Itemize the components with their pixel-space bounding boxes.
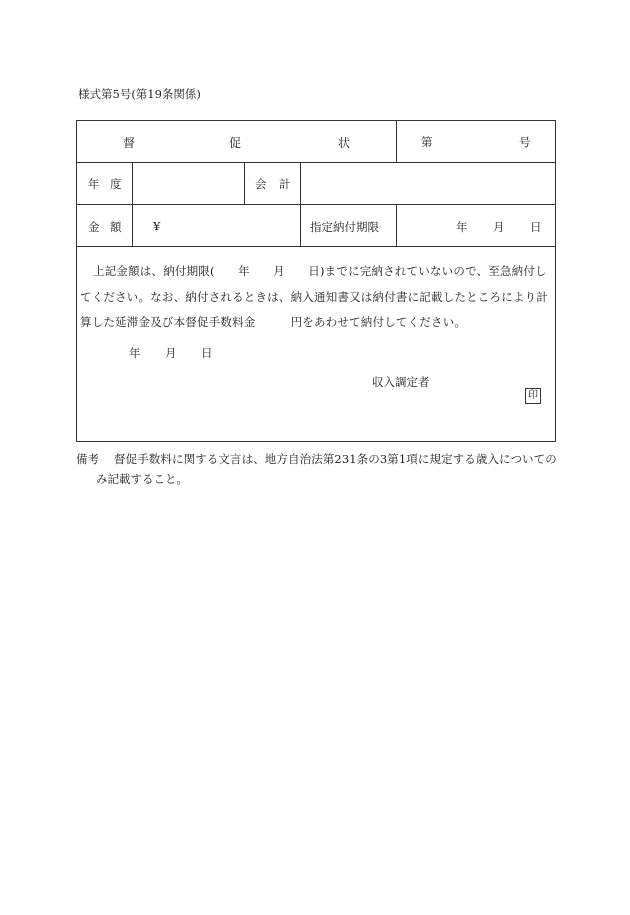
title-number-divider [396, 120, 397, 162]
table-divider-3 [76, 246, 556, 247]
table-border-left [76, 120, 77, 442]
nendo-label-2: 度 [110, 177, 122, 191]
seal-box: 印 [525, 388, 541, 404]
number-suffix: 号 [519, 135, 531, 149]
middle-column-divider [300, 162, 301, 246]
title-char-jou: 状 [338, 136, 351, 150]
title-char-soku: 促 [229, 136, 242, 150]
table-border-bottom [76, 441, 556, 442]
kaikei-label-1: 会 [255, 177, 267, 191]
deadline-month: 月 [493, 220, 505, 234]
nendo-label-1: 年 [88, 177, 100, 191]
table-border-right [555, 120, 556, 442]
body-text-line-1: 上記金額は、納付期限( 年 月 日)までに完納されていないので、至急納付し [93, 264, 547, 278]
remarks-text-line-2: み記載すること。 [96, 472, 188, 486]
title-char-toku: 督 [123, 136, 136, 150]
yen-sign: ¥ [153, 219, 161, 233]
deadline-day: 日 [530, 220, 542, 234]
demand-notice-form [76, 120, 556, 442]
table-border-top [76, 120, 556, 121]
table-divider-1 [76, 162, 556, 163]
deadline-value-divider [396, 204, 397, 246]
number-prefix: 第 [421, 135, 433, 149]
body-text-line-3: 算した延滞金及び本督促手数料金 円をあわせて納付してください。 [80, 315, 467, 329]
remarks-label: 備考 [76, 452, 99, 466]
remarks-text-line-1: 督促手数料に関する文言は、地方自治法第231条の3第1項に規定する歳入についての [114, 452, 557, 466]
label-column-divider [132, 162, 133, 246]
form-number-label: 様式第5号(第19条関係) [78, 87, 201, 101]
kingaku-label-1: 金 [88, 220, 100, 234]
issue-date-month: 月 [165, 346, 177, 360]
kaikei-label-2: 計 [279, 177, 291, 191]
body-text-line-2: てください。なお、納付されるときは、納入通知書又は納付書に記載したところにより計 [80, 290, 548, 304]
issue-date-day: 日 [201, 346, 213, 360]
kingaku-label-2: 額 [110, 220, 122, 234]
official-title: 収入調定者 [372, 375, 430, 389]
deadline-year: 年 [456, 220, 468, 234]
issue-date-year: 年 [129, 346, 141, 360]
nendo-kaikei-divider [244, 162, 245, 204]
deadline-label: 指定納付期限 [310, 220, 379, 234]
table-divider-2 [76, 204, 556, 205]
